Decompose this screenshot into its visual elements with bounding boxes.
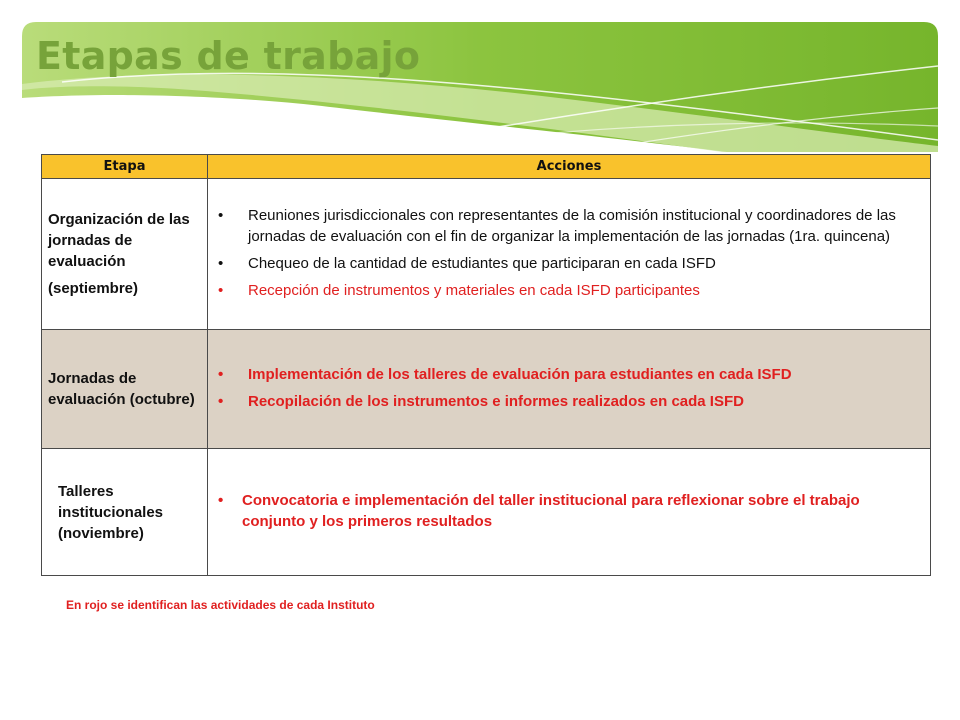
table-row xyxy=(42,179,931,330)
stage-cell xyxy=(42,179,208,330)
footnote: En rojo se identifican las actividades de cada Instituto xyxy=(66,598,375,612)
actions-cell xyxy=(208,179,931,330)
stage-name: Organización de las jornadas de evaluación xyxy=(48,211,190,270)
header-stage: Etapa xyxy=(42,155,208,179)
action-item-institute: • Convocatoria e implementación del taller institucional para reflexionar sobre el trabajo conjunto y los primeros resultados xyxy=(212,490,926,532)
header-actions: Acciones xyxy=(208,155,931,179)
table-row xyxy=(42,449,931,576)
page-title: Etapas de trabajo xyxy=(36,34,421,78)
action-item-institute: • Recopilación de los instrumentos e informes realizados en cada ISFD xyxy=(212,391,926,412)
action-item-institute: • Implementación de los talleres de evaluación para estudiantes en cada ISFD xyxy=(212,364,926,385)
action-item-institute: • Recepción de instrumentos y materiales en cada ISFD participantes xyxy=(212,280,926,301)
actions-cell xyxy=(208,330,931,449)
table-row xyxy=(42,330,931,449)
action-item: • Chequeo de la cantidad de estudiantes que participaran en cada ISFD xyxy=(212,253,926,274)
stage-period: (septiembre) xyxy=(48,280,139,297)
stages-table xyxy=(41,154,931,576)
stage-name: Talleres institucionales (noviembre) xyxy=(58,482,164,542)
stage-name: Jornadas de evaluación (octubre) xyxy=(48,370,195,408)
stage-cell xyxy=(42,330,208,449)
stage-cell xyxy=(42,449,208,576)
action-item: • Reuniones jurisdiccionales con representantes de la comisión institucional y coordinadores de las jornadas de evaluación con el fin de organizar la implementación de las jornadas (1ra. quincena) xyxy=(212,205,926,247)
table-header-row xyxy=(42,155,931,179)
actions-cell xyxy=(208,449,931,576)
